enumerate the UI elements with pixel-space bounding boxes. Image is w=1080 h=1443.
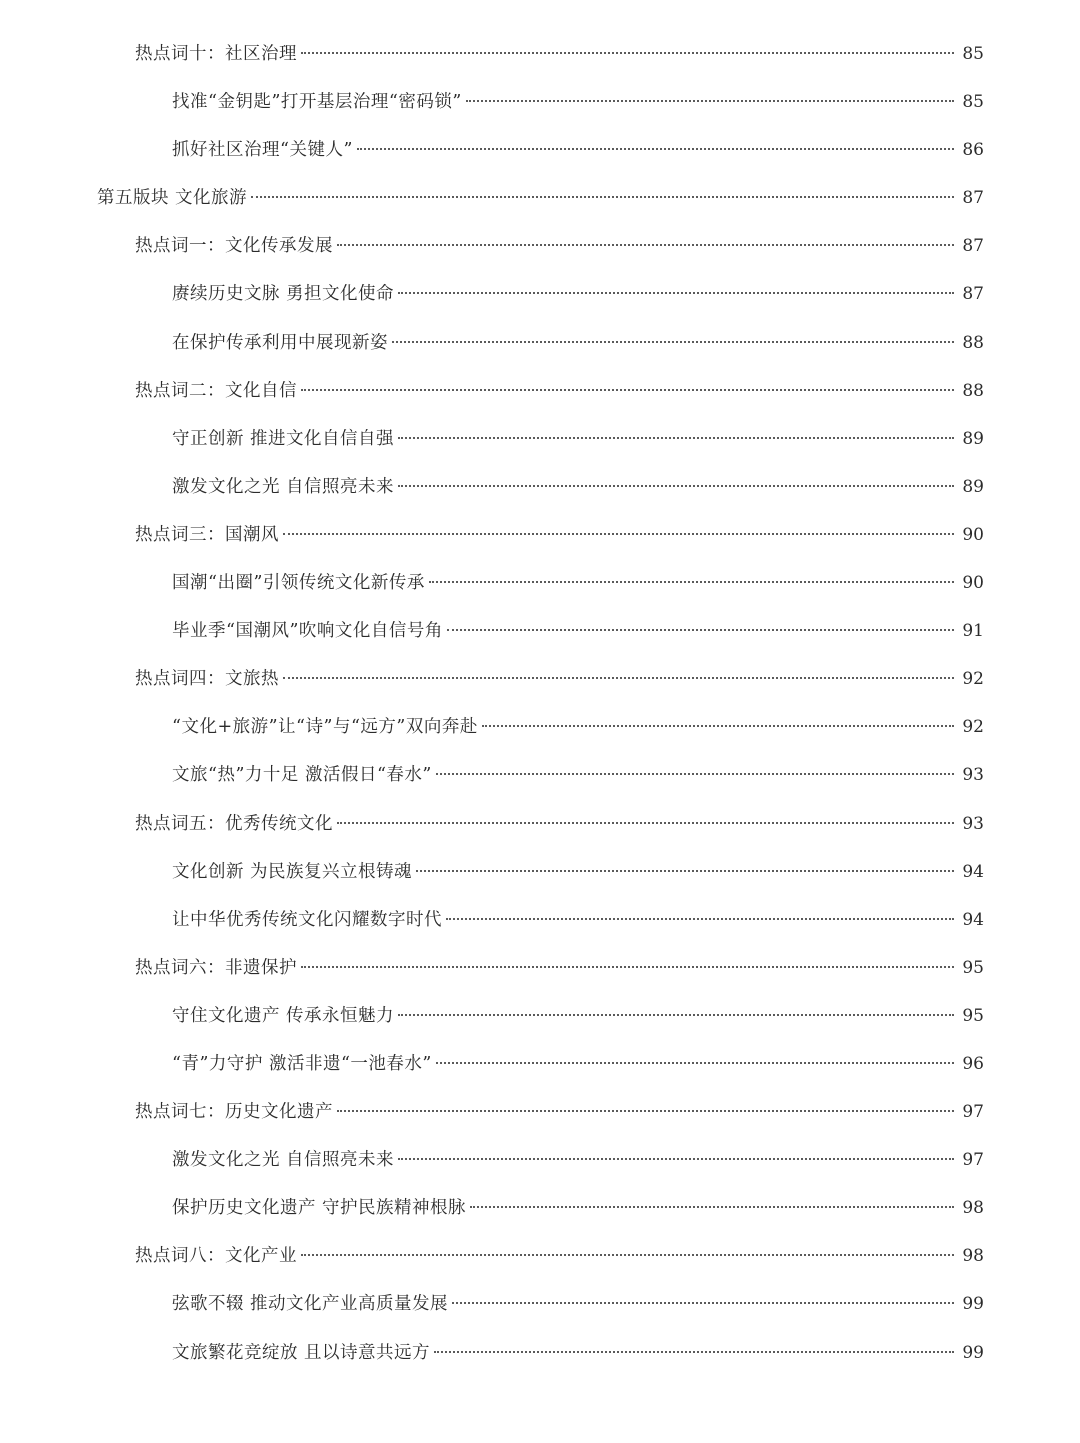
dot-leader — [283, 677, 954, 679]
toc-row[interactable] — [0, 319, 1080, 367]
toc-page-number: 90 — [962, 524, 984, 545]
toc-row[interactable] — [0, 222, 1080, 270]
dot-leader — [301, 966, 954, 968]
toc-entry-title: 热点词三：国潮风 — [135, 524, 279, 545]
dot-leader — [357, 148, 954, 150]
toc-row[interactable] — [0, 1040, 1080, 1088]
dot-leader — [398, 437, 954, 439]
toc-row[interactable] — [0, 992, 1080, 1040]
dot-leader — [446, 918, 954, 920]
toc-row[interactable] — [0, 1136, 1080, 1184]
dot-leader — [337, 244, 954, 246]
toc-page-number: 97 — [962, 1102, 984, 1123]
toc-entry-title: 找准“金钥匙”打开基层治理“密码锁” — [172, 92, 462, 113]
toc-row[interactable] — [0, 944, 1080, 992]
toc-entry-title: 让中华优秀传统文化闪耀数字时代 — [172, 909, 442, 930]
dot-leader — [398, 1158, 954, 1160]
toc-entry-title: 毕业季“国潮风”吹响文化自信号角 — [172, 621, 443, 642]
dot-leader — [392, 341, 954, 343]
toc-entry-title: 热点词五：优秀传统文化 — [135, 813, 333, 834]
toc-page-number: 88 — [962, 380, 984, 401]
toc-row[interactable] — [0, 751, 1080, 799]
toc-page-number: 92 — [962, 717, 984, 738]
toc-entry-title: 热点词二：文化自信 — [135, 380, 297, 401]
toc-entry-title: 热点词一：文化传承发展 — [135, 236, 333, 257]
toc-page-number: 98 — [962, 1246, 984, 1267]
toc-page-number: 97 — [962, 1150, 984, 1171]
toc-page-number: 89 — [962, 428, 984, 449]
dot-leader — [452, 1302, 954, 1304]
toc-entry-title: 热点词七：历史文化遗产 — [135, 1102, 333, 1123]
dot-leader — [251, 196, 954, 198]
toc-entry-title: “青”力守护 激活非遗“一池春水” — [172, 1053, 432, 1074]
toc-row[interactable] — [0, 896, 1080, 944]
dot-leader — [337, 822, 954, 824]
toc-entry-title: 守正创新 推进文化自信自强 — [172, 428, 395, 449]
toc-entry-title: 赓续历史文脉 勇担文化使命 — [172, 284, 395, 305]
dot-leader — [434, 1351, 954, 1353]
toc-entry-title: 抓好社区治理“关键人” — [172, 140, 353, 161]
toc-page-number: 87 — [962, 284, 984, 305]
toc-entry-title: 激发文化之光 自信照亮未来 — [172, 1150, 395, 1171]
dot-leader — [398, 485, 954, 487]
toc-row[interactable] — [0, 30, 1080, 78]
toc-row[interactable] — [0, 1280, 1080, 1328]
dot-leader — [301, 389, 954, 391]
toc-row[interactable] — [0, 463, 1080, 511]
toc-entry-title: 保护历史文化遗产 守护民族精神根脉 — [172, 1198, 467, 1219]
toc-row[interactable] — [0, 415, 1080, 463]
dot-leader — [436, 773, 954, 775]
toc-page-number: 86 — [962, 140, 984, 161]
dot-leader — [337, 1110, 954, 1112]
toc-row[interactable] — [0, 800, 1080, 848]
dot-leader — [398, 292, 954, 294]
toc-entry-title: 守住文化遗产 传承永恒魅力 — [172, 1005, 395, 1026]
dot-leader — [470, 1206, 954, 1208]
toc-entry-title: “文化+旅游”让“诗”与“远方”双向奔赴 — [172, 717, 478, 738]
dot-leader — [416, 870, 954, 872]
dot-leader — [398, 1014, 954, 1016]
toc-page-number: 94 — [962, 909, 984, 930]
toc-row[interactable] — [0, 1184, 1080, 1232]
toc-row[interactable] — [0, 703, 1080, 751]
dot-leader — [301, 52, 954, 54]
dot-leader — [466, 100, 954, 102]
toc-row[interactable] — [0, 126, 1080, 174]
toc-page-number: 87 — [962, 236, 984, 257]
dot-leader — [283, 533, 954, 535]
toc-page-number: 98 — [962, 1198, 984, 1219]
toc-page-number: 92 — [962, 669, 984, 690]
toc-row[interactable] — [0, 1232, 1080, 1280]
toc-page-number: 85 — [962, 92, 984, 113]
toc-entry-title: 激发文化之光 自信照亮未来 — [172, 476, 395, 497]
toc-entry-title: 文旅繁花竞绽放 且以诗意共远方 — [172, 1342, 431, 1363]
toc-entry-title: 热点词四：文旅热 — [135, 669, 279, 690]
toc-page-number: 87 — [962, 188, 984, 209]
toc-row[interactable] — [0, 367, 1080, 415]
dot-leader — [447, 629, 954, 631]
toc-page-number: 89 — [962, 476, 984, 497]
toc-page-number: 88 — [962, 332, 984, 353]
toc-row[interactable] — [0, 1329, 1080, 1377]
dot-leader — [301, 1254, 954, 1256]
toc-page-number: 99 — [962, 1294, 984, 1315]
toc-entry-title: 热点词十：社区治理 — [135, 44, 297, 64]
toc-page-number: 95 — [962, 1005, 984, 1026]
toc-page-number: 85 — [962, 44, 984, 64]
toc-entry-title: 热点词八：文化产业 — [135, 1246, 297, 1267]
toc-page-number: 94 — [962, 861, 984, 882]
toc-row[interactable] — [0, 511, 1080, 559]
toc-row[interactable] — [0, 270, 1080, 318]
toc-entry-title: 热点词六：非遗保护 — [135, 957, 297, 978]
dot-leader — [482, 725, 954, 727]
toc-page-number: 95 — [962, 957, 984, 978]
toc-entry-title: 国潮“出圈”引领传统文化新传承 — [172, 573, 425, 594]
toc-entry-title: 文化创新 为民族复兴立根铸魂 — [172, 861, 413, 882]
toc-row[interactable] — [0, 78, 1080, 126]
toc-row[interactable] — [0, 559, 1080, 607]
toc-entry-title: 第五版块 文化旅游 — [97, 188, 248, 209]
toc-row[interactable] — [0, 174, 1080, 222]
table-of-contents — [0, 30, 1080, 1377]
toc-row[interactable] — [0, 655, 1080, 703]
toc-entry-title: 文旅“热”力十足 激活假日“春水” — [172, 765, 432, 786]
dot-leader — [436, 1062, 954, 1064]
toc-page-number: 90 — [962, 573, 984, 594]
toc-entry-title: 弦歌不辍 推动文化产业高质量发展 — [172, 1294, 449, 1315]
dot-leader — [429, 581, 954, 583]
toc-row[interactable] — [0, 848, 1080, 896]
toc-page-number: 96 — [962, 1053, 984, 1074]
toc-page-number: 91 — [962, 621, 984, 642]
toc-row[interactable] — [0, 607, 1080, 655]
toc-row[interactable] — [0, 1088, 1080, 1136]
toc-page-number: 93 — [962, 765, 984, 786]
toc-page-number: 99 — [962, 1342, 984, 1363]
toc-entry-title: 在保护传承利用中展现新姿 — [172, 332, 388, 353]
toc-page-number: 93 — [962, 813, 984, 834]
